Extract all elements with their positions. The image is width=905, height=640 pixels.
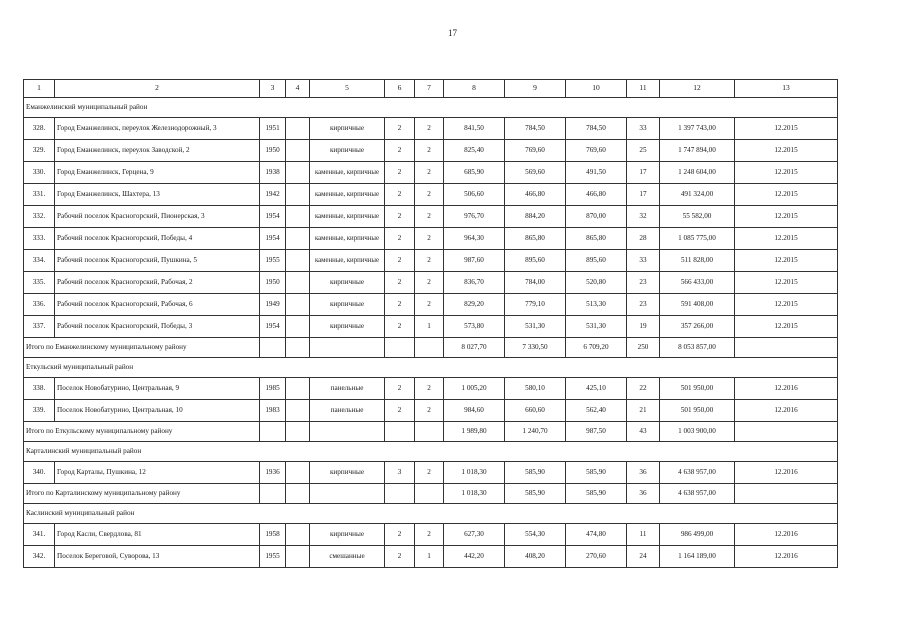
address-cell: Рабочий поселок Красногорский, Победы, 4 (55, 228, 260, 250)
residential-area-cell: 769,60 (566, 140, 627, 162)
empty-cell (310, 484, 385, 504)
total-area-cell: 1 018,30 (444, 484, 505, 504)
cost-cell: 1 164 189,00 (660, 546, 735, 568)
living-area-cell: 779,10 (505, 294, 566, 316)
empty-cell (735, 422, 838, 442)
deadline-cell: 12.2015 (735, 184, 838, 206)
empty-cell (260, 338, 286, 358)
table-row (24, 228, 838, 250)
cost-cell: 986 499,00 (660, 524, 735, 546)
column-number-cell: 10 (566, 80, 627, 98)
row-number-cell: 329. (24, 140, 55, 162)
living-area-cell: 408,20 (505, 546, 566, 568)
residents-cell: 22 (627, 378, 660, 400)
residential-area-cell: 425,10 (566, 378, 627, 400)
entrances-cell: 2 (415, 118, 444, 140)
entrances-cell: 1 (415, 546, 444, 568)
column-number-cell: 4 (286, 80, 310, 98)
total-area-cell: 1 018,30 (444, 462, 505, 484)
empty-cell (286, 338, 310, 358)
cost-cell: 1 085 775,00 (660, 228, 735, 250)
residents-cell: 23 (627, 294, 660, 316)
residential-area-cell: 987,50 (566, 422, 627, 442)
deadline-cell: 12.2015 (735, 118, 838, 140)
floors-cell: 2 (385, 250, 415, 272)
entrances-cell: 2 (415, 162, 444, 184)
column-number-cell: 8 (444, 80, 505, 98)
column-4-cell (286, 294, 310, 316)
column-number-cell: 1 (24, 80, 55, 98)
wall-material-cell: каменные, кирпичные (310, 228, 385, 250)
living-area-cell: 784,50 (505, 118, 566, 140)
wall-material-cell: кирпичные (310, 524, 385, 546)
living-area-cell: 1 240,70 (505, 422, 566, 442)
total-area-cell: 8 027,70 (444, 338, 505, 358)
floors-cell: 2 (385, 546, 415, 568)
row-number-cell: 328. (24, 118, 55, 140)
column-4-cell (286, 206, 310, 228)
column-number-cell: 13 (735, 80, 838, 98)
floors-cell: 2 (385, 524, 415, 546)
address-cell: Рабочий поселок Красногорский, Пушкина, 5 (55, 250, 260, 272)
empty-cell (735, 338, 838, 358)
row-number-cell: 337. (24, 316, 55, 338)
wall-material-cell: каменные, кирпичные (310, 250, 385, 272)
cost-cell: 55 582,00 (660, 206, 735, 228)
table-row (24, 162, 838, 184)
row-number-cell: 331. (24, 184, 55, 206)
deadline-cell: 12.2016 (735, 400, 838, 422)
deadline-cell: 12.2015 (735, 272, 838, 294)
column-4-cell (286, 524, 310, 546)
column-number-cell: 11 (627, 80, 660, 98)
total-label: Итого по Еманжелинскому муниципальному району (24, 338, 260, 358)
address-cell: Поселок Береговой, Суворова, 13 (55, 546, 260, 568)
residential-area-cell: 784,50 (566, 118, 627, 140)
empty-cell (415, 338, 444, 358)
region-header-row (24, 504, 838, 524)
cost-cell: 8 053 857,00 (660, 338, 735, 358)
column-4-cell (286, 162, 310, 184)
table-row (24, 378, 838, 400)
column-number-cell: 5 (310, 80, 385, 98)
cost-cell: 566 433,00 (660, 272, 735, 294)
empty-cell (260, 422, 286, 442)
column-number-cell: 7 (415, 80, 444, 98)
column-4-cell (286, 272, 310, 294)
residents-cell: 36 (627, 462, 660, 484)
entrances-cell: 1 (415, 316, 444, 338)
table-row (24, 546, 838, 568)
total-area-cell: 825,40 (444, 140, 505, 162)
address-cell: Город Еманжелинск, переулок Заводской, 2 (55, 140, 260, 162)
deadline-cell: 12.2015 (735, 206, 838, 228)
year-cell: 1955 (260, 250, 286, 272)
table-row (24, 118, 838, 140)
address-cell: Рабочий поселок Красногорский, Рабочая, 2 (55, 272, 260, 294)
entrances-cell: 2 (415, 378, 444, 400)
region-name: Каслинский муниципальный район (24, 504, 838, 524)
residential-area-cell: 270,60 (566, 546, 627, 568)
page-number: 17 (448, 28, 457, 38)
wall-material-cell: каменные, кирпичные (310, 184, 385, 206)
table-row (24, 316, 838, 338)
empty-cell (310, 422, 385, 442)
wall-material-cell: кирпичные (310, 462, 385, 484)
cost-cell: 1 003 900,00 (660, 422, 735, 442)
column-4-cell (286, 462, 310, 484)
cost-cell: 1 248 604,00 (660, 162, 735, 184)
empty-cell (286, 484, 310, 504)
address-cell: Город Еманжелинск, Шахтера, 13 (55, 184, 260, 206)
row-number-cell: 332. (24, 206, 55, 228)
cost-cell: 4 638 957,00 (660, 484, 735, 504)
cost-cell: 1 747 894,00 (660, 140, 735, 162)
cost-cell: 4 638 957,00 (660, 462, 735, 484)
deadline-cell: 12.2016 (735, 524, 838, 546)
living-area-cell: 660,60 (505, 400, 566, 422)
deadline-cell: 12.2015 (735, 316, 838, 338)
residential-area-cell: 520,80 (566, 272, 627, 294)
residential-area-cell: 466,80 (566, 184, 627, 206)
deadline-cell: 12.2015 (735, 228, 838, 250)
floors-cell: 2 (385, 400, 415, 422)
residential-area-cell: 531,30 (566, 316, 627, 338)
column-4-cell (286, 184, 310, 206)
deadline-cell: 12.2016 (735, 462, 838, 484)
residential-area-cell: 870,00 (566, 206, 627, 228)
wall-material-cell: каменные, кирпичные (310, 206, 385, 228)
wall-material-cell: каменные, кирпичные (310, 162, 385, 184)
deadline-cell: 12.2015 (735, 250, 838, 272)
year-cell: 1942 (260, 184, 286, 206)
entrances-cell: 2 (415, 294, 444, 316)
wall-material-cell: смешанные (310, 546, 385, 568)
column-number-cell: 2 (55, 80, 260, 98)
residential-area-cell: 585,90 (566, 484, 627, 504)
entrances-cell: 2 (415, 184, 444, 206)
floors-cell: 2 (385, 118, 415, 140)
table-row (24, 250, 838, 272)
deadline-cell: 12.2015 (735, 162, 838, 184)
year-cell: 1954 (260, 316, 286, 338)
floors-cell: 2 (385, 228, 415, 250)
residents-cell: 43 (627, 422, 660, 442)
column-4-cell (286, 228, 310, 250)
row-number-cell: 330. (24, 162, 55, 184)
residents-cell: 17 (627, 162, 660, 184)
year-cell: 1949 (260, 294, 286, 316)
total-area-cell: 685,90 (444, 162, 505, 184)
row-number-cell: 336. (24, 294, 55, 316)
floors-cell: 2 (385, 272, 415, 294)
floors-cell: 3 (385, 462, 415, 484)
row-number-cell: 338. (24, 378, 55, 400)
entrances-cell: 2 (415, 228, 444, 250)
column-4-cell (286, 118, 310, 140)
region-name: Еманжелинский муниципальный район (24, 98, 838, 118)
floors-cell: 2 (385, 184, 415, 206)
region-header-row (24, 358, 838, 378)
living-area-cell: 580,10 (505, 378, 566, 400)
region-header-row (24, 98, 838, 118)
year-cell: 1958 (260, 524, 286, 546)
floors-cell: 2 (385, 316, 415, 338)
living-area-cell: 466,80 (505, 184, 566, 206)
total-row (24, 484, 838, 504)
address-cell: Город Карталы, Пушкина, 12 (55, 462, 260, 484)
address-cell: Поселок Новобатурино, Центральная, 9 (55, 378, 260, 400)
year-cell: 1938 (260, 162, 286, 184)
wall-material-cell: панельные (310, 378, 385, 400)
year-cell: 1954 (260, 206, 286, 228)
residents-cell: 32 (627, 206, 660, 228)
entrances-cell: 2 (415, 462, 444, 484)
empty-cell (385, 338, 415, 358)
residents-cell: 33 (627, 118, 660, 140)
entrances-cell: 2 (415, 272, 444, 294)
table-row (24, 462, 838, 484)
residential-area-cell: 6 709,20 (566, 338, 627, 358)
residential-area-cell: 474,80 (566, 524, 627, 546)
total-area-cell: 841,50 (444, 118, 505, 140)
year-cell: 1954 (260, 228, 286, 250)
residential-area-cell: 562,40 (566, 400, 627, 422)
address-cell: Рабочий поселок Красногорский, Пионерская, 3 (55, 206, 260, 228)
total-area-cell: 836,70 (444, 272, 505, 294)
wall-material-cell: кирпичные (310, 140, 385, 162)
total-area-cell: 442,20 (444, 546, 505, 568)
total-area-cell: 976,70 (444, 206, 505, 228)
floors-cell: 2 (385, 162, 415, 184)
address-cell: Город Касли, Свердлова, 81 (55, 524, 260, 546)
residents-cell: 36 (627, 484, 660, 504)
year-cell: 1950 (260, 140, 286, 162)
entrances-cell: 2 (415, 400, 444, 422)
address-cell: Рабочий поселок Красногорский, Рабочая, 6 (55, 294, 260, 316)
table-row (24, 206, 838, 228)
living-area-cell: 769,60 (505, 140, 566, 162)
living-area-cell: 531,30 (505, 316, 566, 338)
total-label: Итого по Еткульскому муниципальному району (24, 422, 260, 442)
cost-cell: 511 828,00 (660, 250, 735, 272)
column-4-cell (286, 546, 310, 568)
residents-cell: 33 (627, 250, 660, 272)
empty-cell (415, 422, 444, 442)
row-number-cell: 341. (24, 524, 55, 546)
floors-cell: 2 (385, 294, 415, 316)
empty-cell (735, 484, 838, 504)
entrances-cell: 2 (415, 206, 444, 228)
wall-material-cell: кирпичные (310, 316, 385, 338)
wall-material-cell: панельные (310, 400, 385, 422)
year-cell: 1950 (260, 272, 286, 294)
total-row (24, 422, 838, 442)
living-area-cell: 784,00 (505, 272, 566, 294)
cost-cell: 501 950,00 (660, 378, 735, 400)
cost-cell: 357 266,00 (660, 316, 735, 338)
empty-cell (385, 422, 415, 442)
residents-cell: 21 (627, 400, 660, 422)
living-area-cell: 884,20 (505, 206, 566, 228)
living-area-cell: 569,60 (505, 162, 566, 184)
residential-area-cell: 895,60 (566, 250, 627, 272)
wall-material-cell: кирпичные (310, 294, 385, 316)
living-area-cell: 895,60 (505, 250, 566, 272)
total-area-cell: 964,30 (444, 228, 505, 250)
floors-cell: 2 (385, 378, 415, 400)
floors-cell: 2 (385, 140, 415, 162)
wall-material-cell: кирпичные (310, 272, 385, 294)
empty-cell (286, 422, 310, 442)
residential-area-cell: 491,50 (566, 162, 627, 184)
residents-cell: 23 (627, 272, 660, 294)
column-4-cell (286, 400, 310, 422)
address-cell: Город Еманжелинск, переулок Железнодорожный, 3 (55, 118, 260, 140)
year-cell: 1936 (260, 462, 286, 484)
residents-cell: 11 (627, 524, 660, 546)
residents-cell: 25 (627, 140, 660, 162)
row-number-cell: 335. (24, 272, 55, 294)
total-area-cell: 506,60 (444, 184, 505, 206)
row-number-cell: 333. (24, 228, 55, 250)
residents-cell: 24 (627, 546, 660, 568)
residents-cell: 250 (627, 338, 660, 358)
residential-area-cell: 585,90 (566, 462, 627, 484)
region-name: Карталинский муниципальный район (24, 442, 838, 462)
total-area-cell: 1 989,80 (444, 422, 505, 442)
empty-cell (415, 484, 444, 504)
deadline-cell: 12.2016 (735, 546, 838, 568)
living-area-cell: 865,80 (505, 228, 566, 250)
table-row (24, 400, 838, 422)
residents-cell: 28 (627, 228, 660, 250)
cost-cell: 491 324,00 (660, 184, 735, 206)
row-number-cell: 339. (24, 400, 55, 422)
empty-cell (310, 338, 385, 358)
column-number-cell: 9 (505, 80, 566, 98)
total-area-cell: 829,20 (444, 294, 505, 316)
deadline-cell: 12.2016 (735, 378, 838, 400)
deadline-cell: 12.2015 (735, 140, 838, 162)
entrances-cell: 2 (415, 140, 444, 162)
row-number-cell: 342. (24, 546, 55, 568)
table-row (24, 272, 838, 294)
column-number-cell: 6 (385, 80, 415, 98)
column-4-cell (286, 378, 310, 400)
living-area-cell: 554,30 (505, 524, 566, 546)
table-row (24, 140, 838, 162)
residential-area-cell: 865,80 (566, 228, 627, 250)
cost-cell: 501 950,00 (660, 400, 735, 422)
housing-register-table (23, 79, 838, 568)
year-cell: 1955 (260, 546, 286, 568)
column-number-row (24, 80, 838, 98)
total-area-cell: 1 005,20 (444, 378, 505, 400)
address-cell: Город Еманжелинск, Герцена, 9 (55, 162, 260, 184)
address-cell: Рабочий поселок Красногорский, Победы, 3 (55, 316, 260, 338)
deadline-cell: 12.2015 (735, 294, 838, 316)
floors-cell: 2 (385, 206, 415, 228)
row-number-cell: 340. (24, 462, 55, 484)
table-row (24, 294, 838, 316)
cost-cell: 1 397 743,00 (660, 118, 735, 140)
table-body (24, 80, 838, 568)
column-4-cell (286, 140, 310, 162)
wall-material-cell: кирпичные (310, 118, 385, 140)
empty-cell (260, 484, 286, 504)
table-row (24, 524, 838, 546)
year-cell: 1983 (260, 400, 286, 422)
row-number-cell: 334. (24, 250, 55, 272)
living-area-cell: 585,90 (505, 484, 566, 504)
total-area-cell: 627,30 (444, 524, 505, 546)
total-area-cell: 984,60 (444, 400, 505, 422)
region-name: Еткульский муниципальный район (24, 358, 838, 378)
table-row (24, 184, 838, 206)
column-number-cell: 3 (260, 80, 286, 98)
residents-cell: 17 (627, 184, 660, 206)
living-area-cell: 585,90 (505, 462, 566, 484)
living-area-cell: 7 330,50 (505, 338, 566, 358)
residential-area-cell: 513,30 (566, 294, 627, 316)
column-4-cell (286, 250, 310, 272)
entrances-cell: 2 (415, 524, 444, 546)
year-cell: 1951 (260, 118, 286, 140)
year-cell: 1985 (260, 378, 286, 400)
column-4-cell (286, 316, 310, 338)
total-label: Итого по Карталинскому муниципальному району (24, 484, 260, 504)
total-area-cell: 987,60 (444, 250, 505, 272)
address-cell: Поселок Новобатурино, Центральная, 10 (55, 400, 260, 422)
total-area-cell: 573,80 (444, 316, 505, 338)
total-row (24, 338, 838, 358)
cost-cell: 591 408,00 (660, 294, 735, 316)
region-header-row (24, 442, 838, 462)
entrances-cell: 2 (415, 250, 444, 272)
column-number-cell: 12 (660, 80, 735, 98)
empty-cell (385, 484, 415, 504)
residents-cell: 19 (627, 316, 660, 338)
